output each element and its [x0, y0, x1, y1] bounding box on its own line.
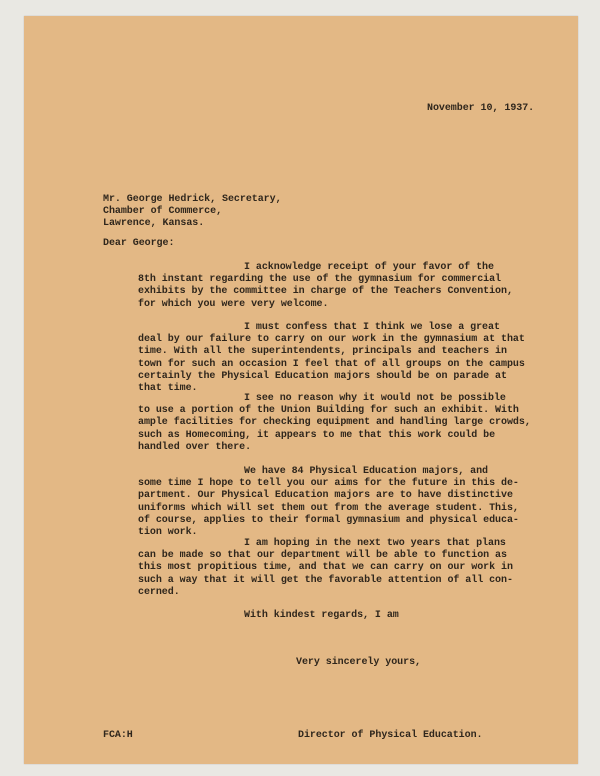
paragraph-line: deal by our failure to carry on our work in the gymnasium at that: [138, 334, 525, 346]
paragraph-line: of course, applies to their formal gymnasium and physical educa-: [138, 514, 519, 526]
closing-line: With kindest regards, I am: [244, 610, 399, 621]
paragraph-line: that time.: [138, 383, 198, 395]
paragraph-line: can be made so that our department will be able to function as: [138, 550, 507, 562]
paragraph-line: town for such an occasion I feel that of all groups on the campus: [138, 358, 525, 370]
paragraph-line: I am hoping in the next two years that plans: [244, 538, 506, 549]
typist-initials: FCA:H: [103, 730, 133, 741]
recipient-address: [103, 194, 282, 231]
paragraph-line: to use a portion of the Union Building for such an exhibit. With: [138, 405, 519, 417]
paragraph-line: I must confess that I think we lose a great: [244, 322, 500, 333]
address-line: Lawrence, Kansas.: [103, 218, 205, 230]
paragraph-line: 8th instant regarding the use of the gymnasium for commercial: [138, 274, 502, 286]
paragraph-line: tion work.: [138, 527, 198, 539]
paragraph-line: I acknowledge receipt of your favor of the: [244, 262, 494, 273]
address-line: Chamber of Commerce,: [103, 206, 223, 218]
paragraph-2: [0, 322, 525, 395]
paragraph-3: [0, 393, 531, 454]
paragraph-1: [0, 262, 513, 311]
salutation: Dear George:: [103, 238, 175, 249]
paragraph-line: such a way that it will get the favorable attention of all con-: [138, 574, 513, 586]
paragraph-line: We have 84 Physical Education majors, and: [244, 466, 488, 477]
paragraph-5: [0, 538, 513, 599]
paragraph-line: partment. Our Physical Education majors are to have distinctive: [138, 490, 513, 502]
paragraph-line: such as Homecoming, it appears to me that this work could be: [138, 429, 496, 441]
signature-title: Director of Physical Education.: [298, 730, 483, 741]
paragraph-line: certainly the Physical Education majors should be on parade at: [138, 370, 507, 382]
paragraph-line: this most propitious time, and that we can carry on our work in: [138, 562, 513, 574]
paragraph-line: for which you were very welcome.: [138, 298, 329, 310]
signoff: Very sincerely yours,: [296, 657, 421, 668]
paragraph-line: time. With all the superintendents, principals and teachers in: [138, 346, 507, 358]
paragraph-line: uniforms which will set them out from the average student. This,: [138, 502, 519, 514]
paragraph-line: exhibits by the committee in charge of the Teachers Convention,: [138, 286, 513, 298]
letter-date: November 10, 1937.: [427, 103, 535, 114]
paragraph-line: some time I hope to tell you our aims for the future in this de-: [138, 478, 519, 490]
paragraph-line: I see no reason why it would not be possible: [244, 393, 506, 404]
paragraph-line: ample facilities for checking equipment and handling large crowds,: [138, 417, 531, 429]
paragraph-line: handled over there.: [138, 441, 252, 453]
paragraph-4: [0, 466, 519, 539]
address-line: Mr. George Hedrick, Secretary,: [103, 194, 282, 205]
paragraph-line: cerned.: [138, 586, 180, 598]
